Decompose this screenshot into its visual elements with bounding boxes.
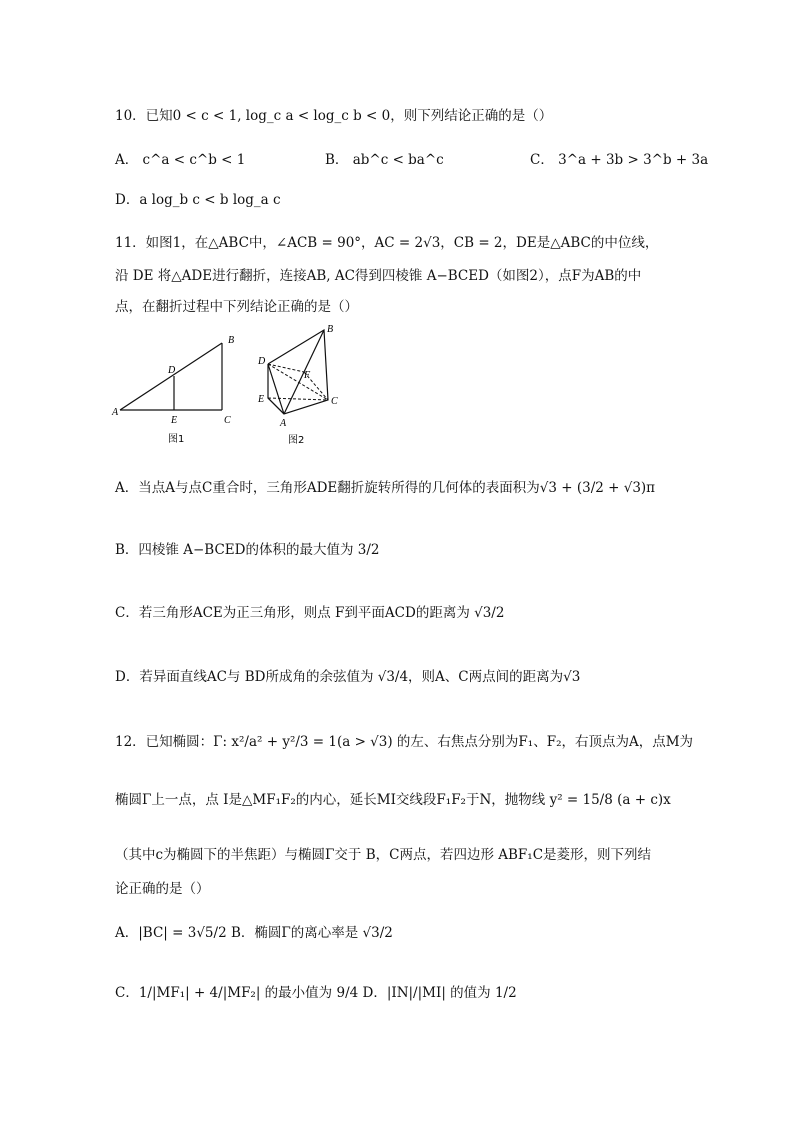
q11-option-d: D．若异面直线AC与 BD所成角的余弦值为 √3/4，则A、C两点间的距离为√3 (115, 669, 581, 685)
q10-stem: 10．已知0 < c < 1, log_c a < log_c b < 0，则下列结论正确的是（） (115, 108, 553, 124)
q12-options-cd: C．1/|MF₁| + 4/|MF₂| 的最小值为 9/4 D．|IN|/|MI| 的值为 1/2 (115, 985, 517, 1001)
figure-2 (252, 320, 352, 450)
q10-option-c: C． 3^a + 3b > 3^b + 3a (530, 152, 709, 168)
fig1-label-a: A (112, 407, 119, 418)
fig2-label-a: A (280, 418, 287, 429)
fig2-label-e: E (258, 394, 265, 405)
fig2-label-c: C (331, 396, 338, 407)
q12-stem-line4: 论正确的是（） (115, 881, 210, 897)
fig2-caption: 图2 (288, 435, 305, 446)
q12-options-ab: A．|BC| = 3√5/2 B．椭圆Γ的离心率是 √3/2 (115, 925, 393, 941)
figure-1 (110, 325, 250, 450)
fig1-label-e: E (171, 415, 178, 426)
q10-option-d: D．a log_b c < b log_a c (115, 192, 281, 208)
fig1-label-c: C (224, 415, 231, 426)
q11-stem-line1: 11．如图1，在△ABC中，∠ACB = 90°，AC = 2√3，CB = 2，DE是△ABC的中位线， (115, 235, 659, 251)
fig2-label-d: D (258, 356, 266, 367)
q10-option-a: A． c^a < c^b < 1 (115, 152, 246, 168)
q11-option-c: C．若三角形ACE为正三角形，则点 F到平面ACD的距离为 √3/2 (115, 605, 505, 621)
q12-stem-line3: （其中c为椭圆下的半焦距）与椭圆Γ交于 B，C两点，若四边形 ABF₁C是菱形，则下列结 (115, 847, 652, 863)
q11-stem-line2: 沿 DE 将△ADE进行翻折，连接AB, AC得到四棱锥 A−BCED（如图2），点F为AB的中 (115, 268, 642, 284)
q11-stem-line3: 点，在翻折过程中下列结论正确的是（） (115, 299, 358, 315)
q12-stem-line2: 椭圆Γ上一点，点 I是△MF₁F₂的内心，延长MI交线段F₁F₂于N，抛物线 y² = 15/8 (a + c)x (115, 792, 671, 808)
fig2-label-b: B (327, 324, 334, 335)
fig2-label-f: F (304, 370, 311, 381)
fig1-label-d: D (168, 365, 176, 376)
q12-stem-line1: 12．已知椭圆：Γ: x²/a² + y²/3 = 1(a > √3) 的左、右焦点分别为F₁、F₂，右顶点为A，点M为 (115, 734, 694, 750)
q11-option-a: A．当点A与点C重合时，三角形ADE翻折旋转所得的几何体的表面积为√3 + (3/2 + √3)π (115, 480, 656, 496)
fig1-label-b: B (228, 335, 235, 346)
q11-option-b: B．四棱锥 A−BCED的体积的最大值为 3/2 (115, 542, 380, 558)
q10-option-b: B． ab^c < ba^c (325, 152, 444, 168)
fig1-caption: 图1 (168, 434, 185, 445)
